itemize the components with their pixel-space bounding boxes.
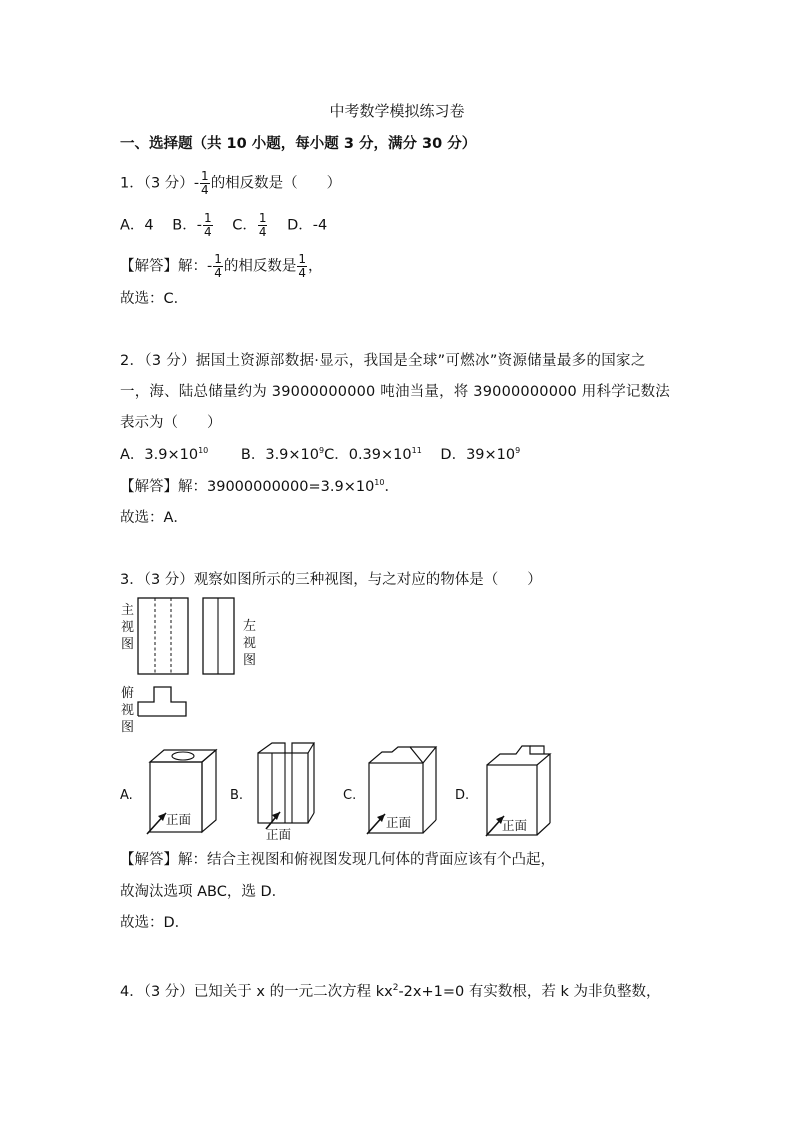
frac-numerator: 1 <box>258 211 267 225</box>
answer-mid: 的相反数是 <box>223 258 297 275</box>
option-a-label: A. <box>120 788 133 803</box>
frac-denominator: 4 <box>203 225 212 239</box>
frac-numerator: 1 <box>214 252 222 266</box>
q4-prefix: 4．（3 分）已知关于 x 的一元二次方程 kx <box>120 984 393 1000</box>
q4-exponent: 2 <box>392 983 399 993</box>
frac-numerator: 1 <box>203 211 212 225</box>
option-d: D．39×10 <box>440 447 516 463</box>
front-face-label: 正面 <box>502 818 528 833</box>
section-heading: 一、选择题（共 10 小题，每小题 3 分，满分 30 分） <box>120 136 477 152</box>
answer-text: 解：39000000000=3.9×10 <box>178 479 375 495</box>
front-view <box>121 598 188 674</box>
answer-text: 解：结合主视图和俯视图发现几何体的背面应该有个凸起， <box>178 852 555 868</box>
question-3-answer <box>120 850 555 870</box>
option-c-exponent: 11 <box>411 446 422 455</box>
top-view-label-char: 俯 <box>121 686 135 701</box>
front-face-label: 正面 <box>266 827 292 842</box>
q1-prefix: 1．（3 分） <box>120 175 194 192</box>
question-3-answer-line-2: 故淘汰选项 ABC，选 D． <box>120 884 287 900</box>
option-a: A．4 <box>120 217 154 234</box>
question-2-line-1: 2．（3 分）据国土资源部数据·显示，我国是全球”可燃冰”资源储量最多的国家之 <box>120 353 646 369</box>
front-view-label-char: 视 <box>121 620 135 635</box>
frac-denominator: 4 <box>214 266 222 280</box>
front-view-label-char: 主 <box>121 603 135 618</box>
option-d: D．-4 <box>287 217 328 234</box>
q4-suffix: -2x+1=0 有实数根，若 k 为非负整数， <box>398 984 661 1000</box>
option-b: B．- <box>172 217 202 234</box>
answer-tag: 【解答】 <box>120 852 178 868</box>
option-b-figure <box>230 743 314 842</box>
left-view-label-char: 图 <box>243 653 257 668</box>
frac-numerator: 1 <box>201 169 209 183</box>
top-view-label-char: 视 <box>121 703 135 718</box>
frac-numerator: 1 <box>298 252 307 266</box>
option-b: B．3.9×10 <box>240 447 319 463</box>
answer-end: ． <box>384 479 399 495</box>
option-d-figure <box>455 746 550 836</box>
q1-neg: - <box>193 175 200 192</box>
question-3-stem: 3．（3 分）观察如图所示的三种视图，与之对应的物体是（ ） <box>120 572 542 588</box>
answer-exponent: 10 <box>374 478 385 487</box>
option-c-figure <box>343 747 436 834</box>
option-a-exponent: 10 <box>198 446 209 455</box>
page-title: 中考数学模拟练习卷 <box>329 102 465 120</box>
question-2-line-3: 表示为（ ） <box>120 415 222 431</box>
option-b-label: B. <box>230 788 244 803</box>
left-view-label-char: 视 <box>243 636 257 651</box>
left-view <box>203 598 256 674</box>
frac-denominator: 4 <box>298 266 307 280</box>
option-a-figure <box>120 750 216 834</box>
frac-denominator: 4 <box>201 183 209 197</box>
option-c: C． <box>232 217 257 234</box>
answer-end: ， <box>308 258 323 275</box>
answer-prefix: 解：- <box>178 258 213 275</box>
option-c: C．0.39×10 <box>324 447 412 463</box>
option-b-exponent: 9 <box>319 446 325 455</box>
option-d-exponent: 9 <box>515 446 521 455</box>
frac-denominator: 4 <box>258 225 267 239</box>
front-face-label: 正面 <box>166 812 192 827</box>
question-3-choice: 故选：D． <box>120 915 190 931</box>
question-2-choice: 故选：A． <box>120 510 188 526</box>
front-view-label-char: 图 <box>121 637 135 652</box>
question-2-line-2: 一，海、陆总储量约为 39000000000 吨油当量，将 39000000000 用科学记数法 <box>120 384 670 400</box>
top-view-label-char: 图 <box>121 720 135 735</box>
option-c-label: C. <box>343 788 357 803</box>
answer-tag: 【解答】 <box>120 258 178 275</box>
question-1-choice: 故选：C． <box>120 291 189 307</box>
answer-tag: 【解答】 <box>120 479 178 495</box>
question-4-stem <box>120 982 660 1002</box>
option-d-label: D. <box>455 788 470 803</box>
top-view <box>121 686 186 735</box>
option-a: A．3.9×10 <box>120 447 199 463</box>
front-face-label: 正面 <box>386 815 412 830</box>
left-view-label-char: 左 <box>243 619 257 634</box>
q1-suffix: 的相反数是（ ） <box>210 175 342 192</box>
